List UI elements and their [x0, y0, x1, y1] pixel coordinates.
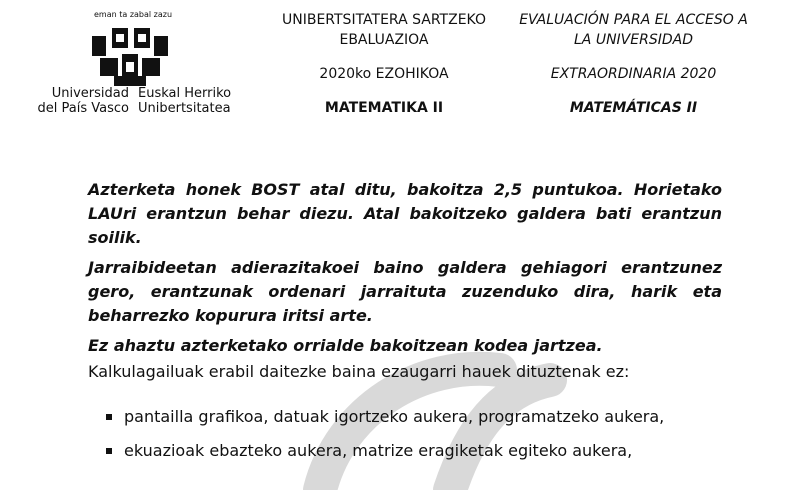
upv-ehu-emblem-icon — [92, 28, 168, 86]
bullet-icon — [106, 414, 112, 420]
list-item: pantailla grafikoa, datuak igortzeko aukera, programatzeko aukera, — [104, 405, 724, 429]
exam-title-es-line1: EVALUACIÓN PARA EL ACCESO A — [519, 12, 748, 28]
instruction-paragraph: Azterketa honek BOST atal ditu, bakoitza 2,5 puntukoa. Horietako LAUri erantzun behar diezu. Atal bakoitzeko galdera bati erantzun soilik. — [88, 180, 722, 247]
exam-title-eu-line1: UNIBERTSITATERA SARTZEKO — [282, 12, 486, 28]
instructions-block — [88, 178, 722, 364]
exam-subject-es: MATEMÁTICAS II — [569, 100, 698, 116]
logo-name-es: Universidad del País Vasco — [37, 86, 129, 116]
exam-title-eu-line2: EBALUAZIOA — [339, 32, 429, 48]
exam-subject-eu: MATEMATIKA II — [324, 100, 444, 116]
logo-name-eu: Euskal Herriko Unibertsitatea — [138, 86, 232, 116]
header-basque — [264, 10, 504, 118]
instruction-paragraph: Ez ahaztu azterketako orrialde bakoitzean kodea jartzea. — [88, 336, 603, 355]
calculator-restrictions-list — [104, 405, 724, 473]
instruction-paragraph: Jarraibideetan adierazitakoei baino galdera gehiagori erantzunez gero, erantzunak ordenari jarraituta zuzenduko dira, harik eta beharrezko kopurura iritsi arte. — [88, 258, 722, 325]
exam-session-es: EXTRAORDINARIA 2020 — [550, 66, 717, 82]
logo-motto: eman ta zabal zazu — [94, 10, 173, 19]
exam-session-eu: 2020ko EZOHIKOA — [319, 66, 449, 82]
bullet-icon — [106, 448, 112, 454]
list-item: ekuazioak ebazteko aukera, matrize eragiketak egiteko aukera, — [104, 439, 724, 463]
university-logo — [14, 8, 249, 118]
calculator-note: Kalkulagailuak erabil daitezke baina ezaugarri hauek dituztenak ez: — [88, 362, 630, 381]
exam-title-es-line2: LA UNIVERSIDAD — [574, 32, 693, 48]
header-spanish — [506, 10, 761, 118]
